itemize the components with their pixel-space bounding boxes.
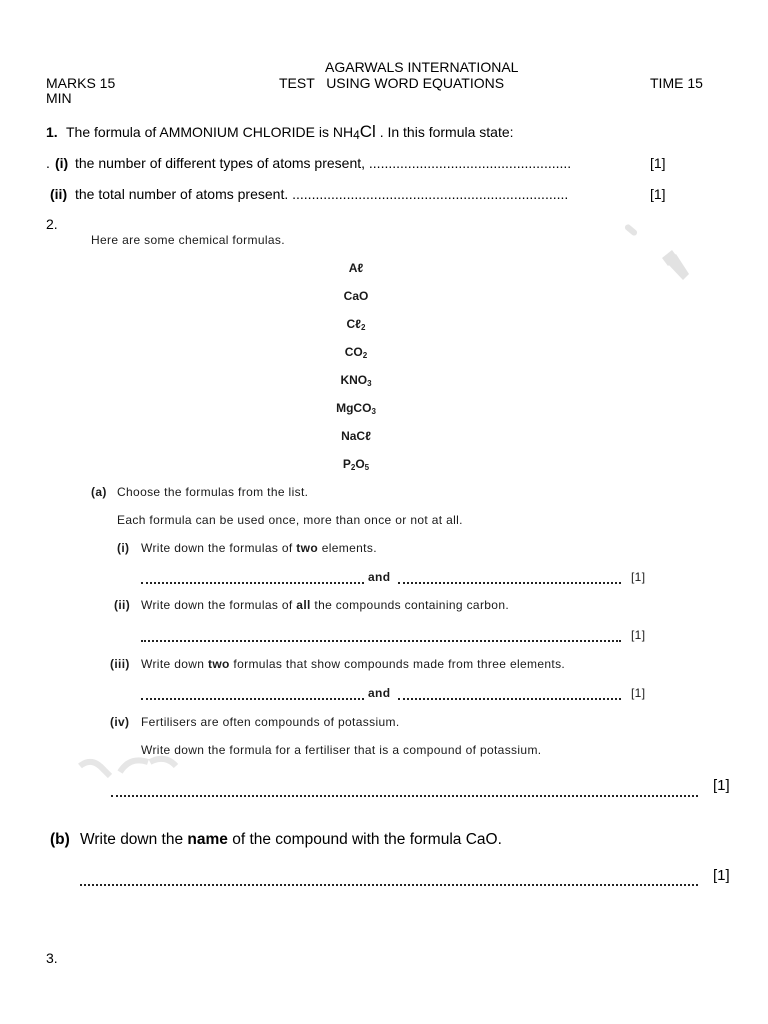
text-segment: Write down the formulas of (141, 598, 297, 612)
subpart-text (141, 541, 377, 555)
formula-list (256, 254, 456, 478)
text-segment: of the compound with the formula CaO. (227, 831, 502, 848)
formula-item (256, 394, 456, 422)
emphasis: name (187, 831, 228, 848)
mark-allocation: [1] (631, 686, 646, 700)
emphasis: two (208, 657, 230, 671)
subpart-instruction: Write down the formula for a fertiliser that is a compound of potassium. (141, 743, 542, 757)
answer-line (141, 582, 364, 584)
subpart-text: Fertilisers are often compounds of potassium. (141, 715, 400, 729)
answer-joiner: and (368, 570, 391, 584)
question-1-number: 1. (46, 124, 58, 140)
formula-subscript: 5 (364, 463, 370, 472)
mark-allocation: [1] (631, 570, 646, 584)
emphasis: two (296, 541, 319, 555)
subpart-text (141, 657, 565, 671)
text-segment: formulas that show compounds made from three elements. (229, 657, 566, 671)
part-label: (i) (55, 155, 69, 171)
formula-subscript: 3 (371, 407, 376, 416)
subpart-label: (iii) (110, 657, 130, 671)
formula-item (256, 338, 456, 366)
question-1-text (66, 124, 514, 140)
part-b-label: (b) (50, 831, 70, 848)
text-segment: Write down the (80, 831, 188, 848)
formula-tail: Cl (359, 122, 376, 141)
text-segment: the compounds containing carbon. (310, 598, 510, 612)
part-label: (ii) (50, 186, 68, 202)
test-title: TEST USING WORD EQUATIONS (279, 75, 505, 91)
subpart-text (141, 598, 509, 612)
watermark-fragment (662, 250, 678, 266)
part-text: the total number of atoms present. ....................................................................... (75, 186, 569, 202)
mark-allocation: [1] (650, 186, 666, 202)
formula-item (256, 282, 456, 310)
answer-line (141, 698, 364, 700)
formula-item (256, 422, 456, 450)
answer-line (398, 698, 621, 700)
school-name: AGARWALS INTERNATIONAL (325, 59, 519, 75)
question-text-segment: . In this formula state: (375, 124, 514, 140)
formula-item (256, 254, 456, 282)
mark-allocation: [1] (631, 628, 646, 642)
emphasis: all (296, 598, 311, 612)
question-2-number: 2. (46, 216, 58, 232)
part-a-label: (a) (91, 485, 107, 499)
time-label: TIME 15 (650, 75, 703, 91)
text-segment: Write down the formulas of (141, 541, 297, 555)
part-a-note: Each formula can be used once, more than once or not at all. (117, 513, 463, 527)
formula-subscript: 2 (362, 351, 368, 360)
formula-text: O (355, 457, 365, 471)
marks-label: MARKS 15 (46, 75, 116, 91)
mark-allocation: [1] (713, 867, 730, 884)
text-segment: elements. (318, 541, 377, 555)
formula-subscript: 3 (367, 379, 372, 388)
part-b-text (80, 831, 502, 849)
part-text: the number of different types of atoms present, .................................................... (75, 155, 572, 171)
answer-line (398, 582, 621, 584)
formula-subscript: 4 (353, 128, 360, 142)
formula-item (256, 310, 456, 338)
answer-line (141, 640, 621, 642)
answer-line (111, 795, 698, 797)
formula-text: NaCℓ (341, 429, 371, 443)
question-text-segment: The formula of AMMONIUM CHLORIDE is (66, 124, 333, 140)
watermark-fragment (624, 223, 639, 237)
question-2-intro: Here are some chemical formulas. (91, 233, 285, 247)
part-lead-dot: . (46, 155, 50, 171)
text-segment: Write down (141, 657, 208, 671)
answer-line (80, 884, 698, 886)
formula-subscript: 2 (350, 463, 356, 472)
mark-allocation: [1] (650, 155, 666, 171)
question-3-number: 3. (46, 950, 58, 966)
answer-joiner: and (368, 686, 391, 700)
formula-text: CaO (343, 289, 369, 303)
formula-item (256, 366, 456, 394)
subpart-label: (ii) (114, 598, 131, 612)
part-a-instruction: Choose the formulas from the list. (117, 485, 309, 499)
formula-base: NH (332, 124, 354, 140)
subpart-label: (iv) (110, 715, 130, 729)
formula-text: P (342, 457, 351, 471)
formula-text: Cℓ (346, 317, 362, 331)
watermark-fragment (80, 762, 110, 776)
formula-item (256, 450, 456, 478)
formula-text: CO (344, 345, 363, 359)
formula-text: Aℓ (348, 261, 364, 275)
formula-text: KNO (340, 373, 368, 387)
time-unit: MIN (46, 90, 72, 106)
watermark-fragment (666, 254, 689, 280)
mark-allocation: [1] (713, 777, 730, 794)
watermark-fragment (120, 759, 176, 772)
subpart-label: (i) (117, 541, 130, 555)
formula-subscript: 2 (361, 323, 366, 332)
formula-text: MgCO (336, 401, 372, 415)
